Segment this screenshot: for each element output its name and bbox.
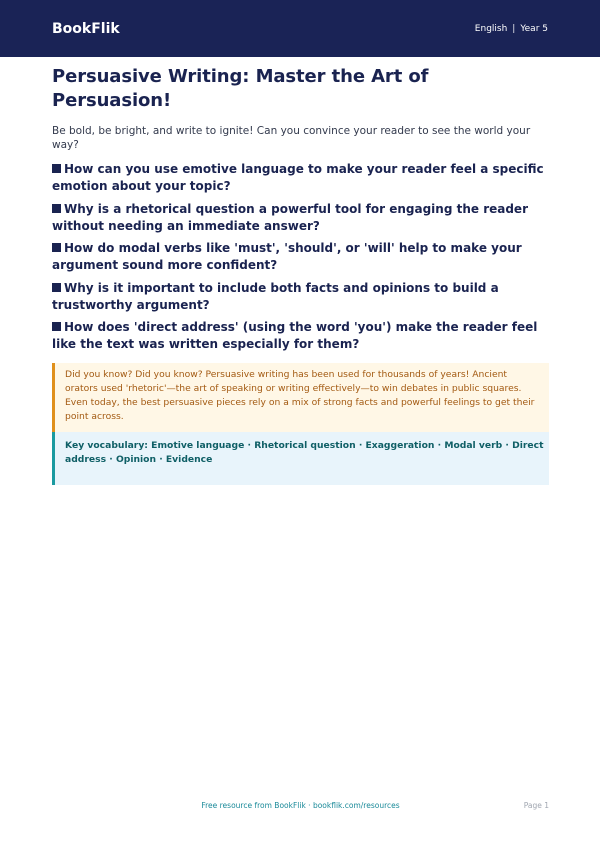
breadcrumb-subject[interactable]: English bbox=[474, 23, 508, 34]
breadcrumb-separator: | bbox=[512, 23, 516, 34]
square-bullet-icon bbox=[52, 164, 61, 173]
site-header bbox=[0, 0, 600, 57]
intro-text: Be bold, be bright, and write to ignite! Can you convince your reader to see the world your way? bbox=[52, 125, 531, 151]
question-item bbox=[52, 240, 549, 274]
key-vocabulary-box: Key vocabulary: Emotive language · Rhetorical question · Exaggeration · Modal verb · Direct address · Opinion · Evidence bbox=[52, 432, 549, 485]
worksheet-content bbox=[52, 57, 549, 485]
question-item bbox=[52, 319, 549, 353]
question-text: How does 'direct address' (using the word 'you') make the reader feel like the text was written especially for them? bbox=[52, 320, 538, 351]
did-you-know-callout: Did you know? Did you know? Persuasive writing has been used for thousands of years! Ancient orators used 'rhetoric'—the art of speaking or writing effectively—to win debates in public squares. Even today, the best persuasive pieces rely on a mix of strong facts and powerful feelings to get their point across. bbox=[52, 363, 549, 432]
question-text: Why is it important to include both facts and opinions to build a trustworthy argument? bbox=[52, 280, 499, 312]
question-text: Why is a rhetorical question a powerful tool for engaging the reader without needing an immediate answer? bbox=[52, 201, 528, 233]
breadcrumb-year[interactable]: Year 5 bbox=[520, 23, 548, 34]
square-bullet-icon bbox=[52, 204, 61, 213]
page-footer bbox=[52, 801, 549, 815]
question-list bbox=[52, 161, 549, 353]
question-item bbox=[52, 161, 549, 195]
question-text: How do modal verbs like 'must', 'should', or 'will' help to make your argument sound more confident? bbox=[52, 241, 522, 272]
square-bullet-icon bbox=[52, 283, 61, 292]
brand-logo[interactable]: BookFlik bbox=[52, 20, 120, 37]
breadcrumb bbox=[475, 24, 548, 34]
page-number: Page 1 bbox=[523, 801, 549, 810]
question-item bbox=[52, 280, 549, 314]
question-text: How can you use emotive language to make your reader feel a specific emotion about your topic? bbox=[52, 162, 544, 193]
page-title: Persuasive Writing: Master the Art of Persuasion! bbox=[52, 66, 429, 111]
question-item bbox=[52, 201, 549, 235]
footer-credit-link[interactable]: Free resource from BookFlik · bookflik.com/resources bbox=[201, 801, 400, 810]
square-bullet-icon bbox=[52, 243, 61, 252]
square-bullet-icon bbox=[52, 322, 61, 331]
